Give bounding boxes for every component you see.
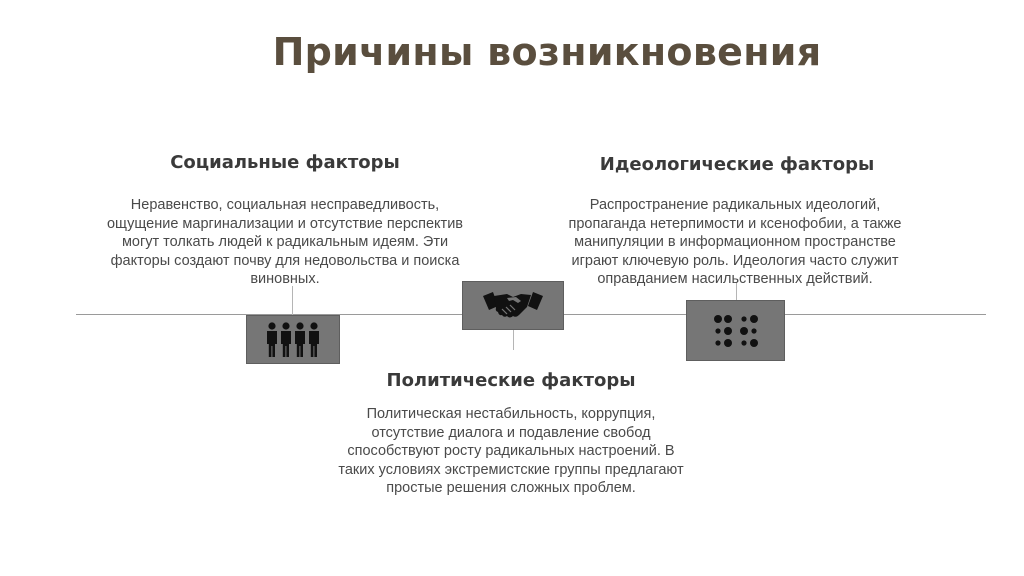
social-line: могут толкать людей к радикальным идеям. Эти xyxy=(121,234,449,250)
connector-social xyxy=(292,286,293,316)
social-line: факторы создают почву для недовольства и поиска xyxy=(110,252,460,269)
political-factors-heading: Политические факторы xyxy=(386,370,636,391)
political-node xyxy=(462,281,564,330)
handshake-icon xyxy=(483,289,543,323)
political-line: отсутствие диалога и подавление свобод xyxy=(371,424,651,441)
political-line: Политическая нестабильность, коррупция, xyxy=(366,406,656,422)
social-line: Неравенство, социальная несправедливость, xyxy=(130,197,440,213)
braille-dots-icon xyxy=(713,314,759,348)
social-line: виновных. xyxy=(250,271,320,287)
connector-political xyxy=(513,330,514,350)
ideological-factors-heading: Идеологические факторы xyxy=(599,154,875,175)
political-line: способствуют росту радикальных настроений. В xyxy=(347,443,675,459)
ideological-line: оправданием насильственных действий. xyxy=(597,271,873,287)
people-icon xyxy=(264,321,322,359)
ideological-line: манипуляции в информационном пространстве xyxy=(574,234,896,250)
political-factors-text xyxy=(281,405,741,498)
political-line: простые решения сложных проблем. xyxy=(386,480,636,496)
social-factors-text xyxy=(55,196,515,289)
political-line: таких условиях экстремистские группы предлагают xyxy=(338,461,684,478)
social-factors-heading: Социальные факторы xyxy=(170,152,400,173)
social-node xyxy=(246,315,340,364)
ideological-node xyxy=(686,300,785,361)
ideological-factors-text xyxy=(505,196,965,289)
ideological-line: Распространение радикальных идеологий, xyxy=(589,197,881,213)
ideological-line: играют ключевую роль. Идеология часто служит xyxy=(571,252,899,269)
social-line: ощущение маргинализации и отсутствие перспектив xyxy=(106,215,463,232)
ideological-line: пропаганда нетерпимости и ксенофобии, а также xyxy=(568,215,902,232)
page-title: Причины возникновения xyxy=(272,30,822,74)
